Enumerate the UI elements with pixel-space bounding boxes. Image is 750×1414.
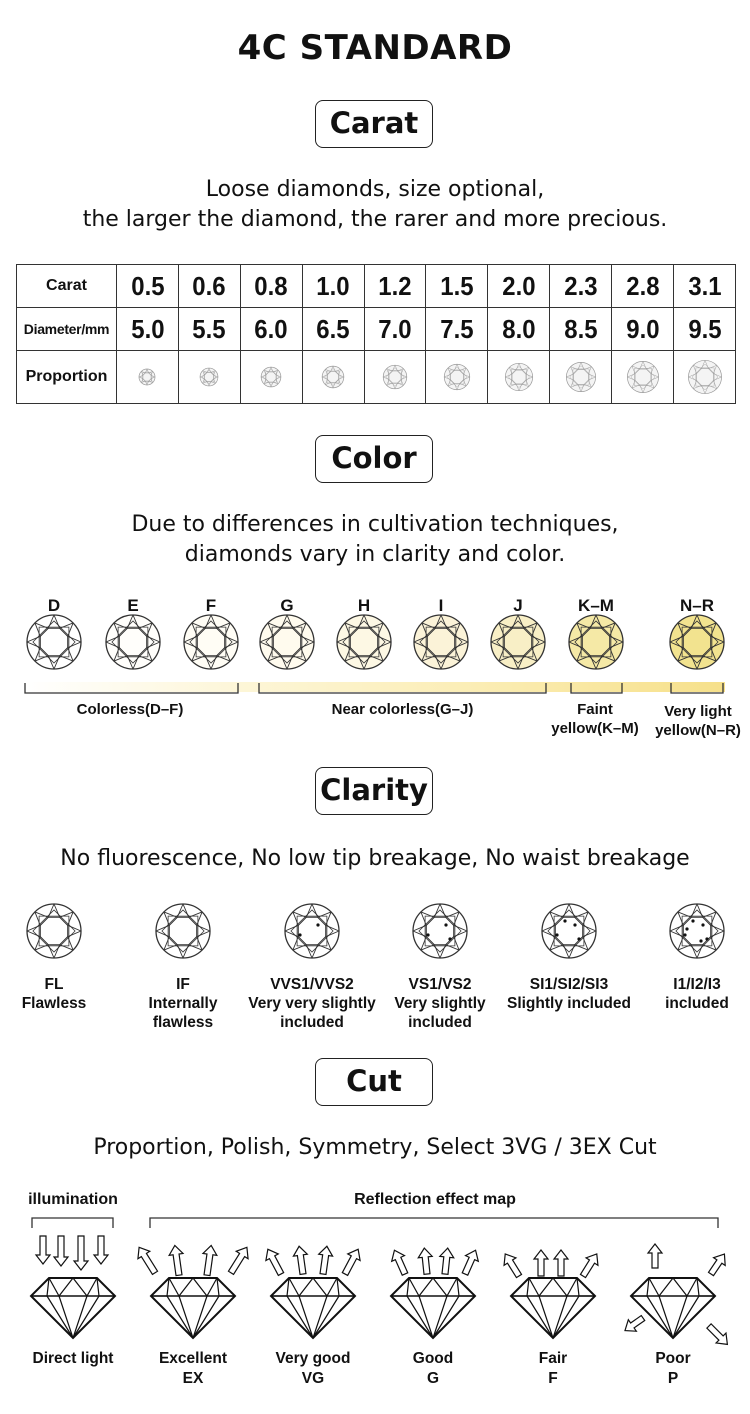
color-grade-letter: K–M [578,596,614,615]
cut-heading: Cut [315,1058,433,1106]
cut-desc: Proportion, Polish, Symmetry, Select 3VG / 3EX Cut [93,1135,657,1160]
cut-grade-code: VG [301,1370,325,1387]
color-grade-letter: E [127,596,139,615]
clarity-grade-desc-line1: Flawless [21,995,87,1012]
diameter-cell: 6.5 [305,308,362,351]
clarity-heading: Clarity [315,767,433,815]
color-grade-letter: J [513,596,523,615]
cut-grade-code: P [667,1370,679,1387]
diameter-cell: 5.5 [181,308,238,351]
diameter-cell: 7.0 [367,308,424,351]
clarity-grade-code: SI1/SI2/SI3 [529,976,609,993]
diameter-cell: 8.0 [490,308,547,351]
colorless-range-label: Colorless(D–F) [76,701,184,718]
color-grade-letter: G [280,596,294,615]
reflection-arrow-icon [417,1247,434,1274]
reflection-arrow-icon [388,1247,411,1276]
faint-yellow-label-line2: yellow(K–M) [551,720,639,737]
cut-grade-label: Very good [275,1350,351,1367]
carat-cell: 0.6 [181,265,238,308]
carat-cell: 0.5 [119,265,176,308]
carat-desc-line2: the larger the diamond, the rarer and more precious. [82,207,668,232]
diameter-cell: 6.0 [243,308,300,351]
carat-row-label: Carat [17,265,117,308]
color-heading: Color [315,435,433,483]
very-light-yellow-label-line1: Very light [664,703,732,720]
carat-cell: 1.0 [305,265,362,308]
clarity-grade-code: IF [176,976,190,993]
reflection-arrow-icon [438,1247,455,1274]
light-arrow-icon [36,1236,50,1264]
reflection-arrow-icon [292,1245,310,1275]
clarity-grade-code: VS1/VS2 [408,976,472,993]
cut-grade-label: Excellent [158,1350,228,1367]
light-arrow-icon [94,1236,108,1264]
clarity-grade-code: VVS1/VVS2 [270,976,354,993]
reflection-arrow-icon [705,1250,730,1278]
cut-grade-code: F [548,1370,558,1387]
cut-grade-code: EX [182,1370,204,1387]
cut-reflection-diagram [613,1226,733,1356]
diameter-cell: 9.0 [614,308,671,351]
clarity-grade-desc-line2: included [408,1014,472,1031]
cut-grade-label: Direct light [32,1350,114,1367]
clarity-grade-desc-line1: Very very slightly [248,995,376,1012]
reflection-arrow-icon [554,1250,568,1276]
color-grade-letter: I [438,596,444,615]
clarity-grade-desc-line1: Very slightly [394,995,486,1012]
light-arrow-icon [54,1236,68,1266]
reflection-arrow-icon [262,1246,288,1277]
reflection-arrow-icon [133,1244,161,1277]
carat-desc-line1: Loose diamonds, size optional, [205,177,545,202]
reflection-arrow-icon [200,1245,218,1277]
diameter-cell: 8.5 [552,308,609,351]
diameter-row-label: Diameter/mm [17,308,117,351]
reflection-arrow-icon [534,1250,548,1276]
clarity-grade-desc-line1: included [665,995,729,1012]
clarity-grade-code: I1/I2/I3 [673,976,721,993]
cut-grade-label: Good [412,1350,454,1367]
clarity-grade-desc-line1: Slightly included [506,995,631,1012]
proportion-row-label: Proportion [17,351,117,404]
carat-cell: 2.0 [490,265,547,308]
color-grade-letter: D [47,596,61,615]
reflection-arrow-icon [168,1245,186,1277]
reflection-arrow-icon [499,1250,525,1279]
clarity-grade-desc-line2: included [280,1014,344,1031]
cut-grade-code: G [426,1370,440,1387]
cut-reflection-diagram [373,1226,493,1356]
leak-arrow-icon [621,1312,647,1336]
reflection-label: Reflection effect map [354,1191,516,1208]
diameter-cell: 9.5 [676,308,733,351]
cut-reflection-diagram [493,1226,613,1356]
cut-reflection-diagram [253,1226,373,1356]
carat-cell: 0.8 [243,265,300,308]
near-colorless-range-label: Near colorless(G–J) [331,701,474,718]
carat-heading: Carat [315,100,433,148]
reflection-arrow-icon [225,1244,253,1277]
very-light-yellow-label-line2: yellow(N–R) [655,722,741,739]
color-grade-letter: F [205,596,217,615]
leak-arrow-icon [704,1321,732,1349]
clarity-desc: No fluorescence, No low tip breakage, No waist breakage [60,846,690,871]
reflection-arrow-icon [339,1246,365,1277]
illumination-label: illumination [28,1191,118,1208]
carat-cell: 1.5 [428,265,485,308]
clarity-grade-desc-line2: flawless [152,1014,214,1031]
clarity-grade-code: FL [44,976,64,993]
color-desc-line2: diamonds vary in clarity and color. [184,542,566,567]
reflection-arrow-icon [648,1244,662,1268]
cut-grade-label: Poor [655,1350,691,1367]
carat-cell: 3.1 [676,265,733,308]
cut-reflection-diagram [13,1226,133,1356]
carat-cell: 2.8 [614,265,671,308]
cut-grade-label: Fair [538,1350,568,1367]
cut-reflection-diagram [133,1226,253,1356]
reflection-arrow-icon [459,1247,482,1276]
clarity-grade-desc-line1: Internally [148,995,218,1012]
carat-cell: 1.2 [367,265,424,308]
color-grade-letter: N–R [679,596,714,615]
page-title: 4C STANDARD [237,28,513,68]
carat-cell: 2.3 [552,265,609,308]
diameter-cell: 5.0 [119,308,176,351]
color-grade-letter: H [357,596,371,615]
diameter-cell: 7.5 [428,308,485,351]
faint-yellow-label-line1: Faint [577,701,613,718]
reflection-arrow-icon [316,1245,334,1275]
light-arrow-icon [74,1236,88,1270]
color-desc-line1: Due to differences in cultivation techniques, [131,512,619,537]
reflection-arrow-icon [577,1250,603,1279]
